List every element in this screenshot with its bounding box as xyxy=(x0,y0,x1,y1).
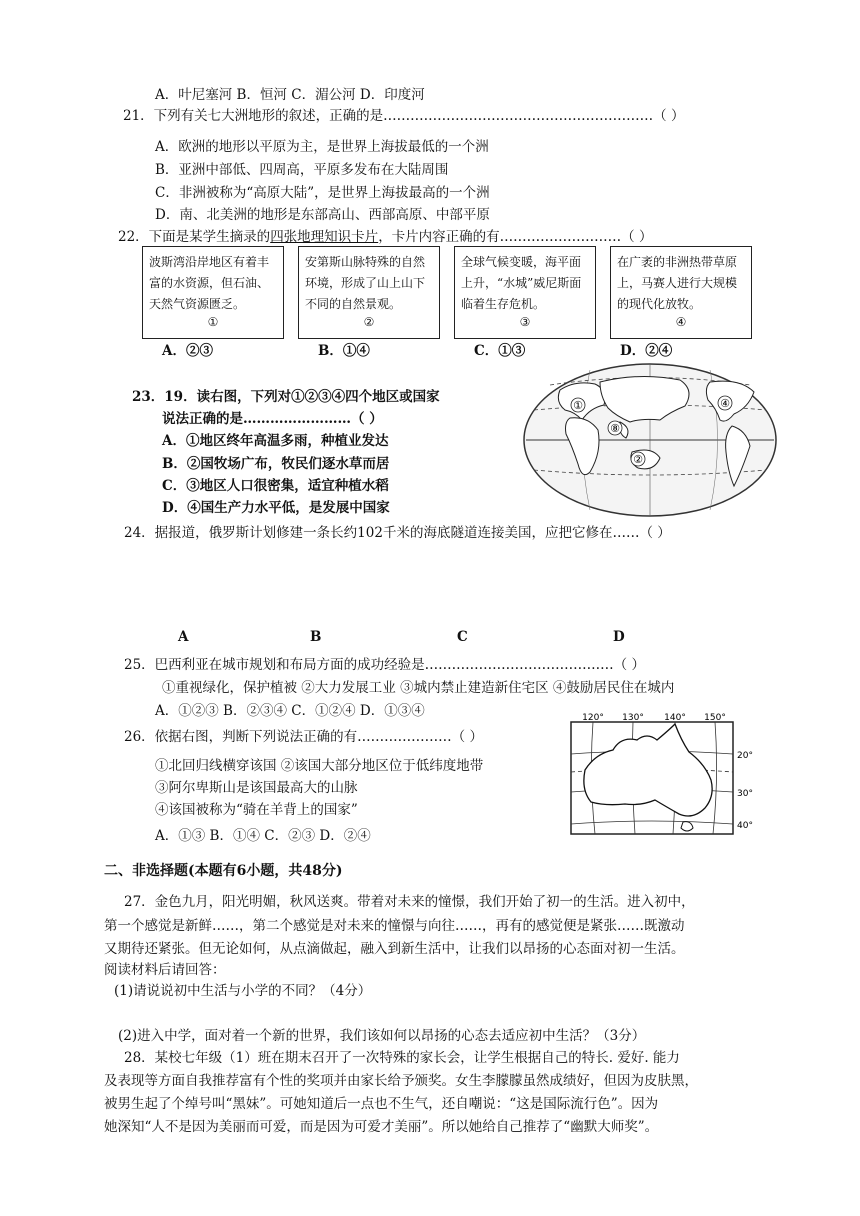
q27-line-1: 27．金色九月，阳光明媚，秋风送爽。带着对未来的憧憬，我们开始了初一的生活。进入初中， xyxy=(124,894,695,910)
q22-stem xyxy=(118,228,652,246)
knowledge-card-1 xyxy=(142,246,284,339)
card-2-text: 安第斯山脉特殊的自然环境，形成了山上山下不同的自然景观。 xyxy=(305,255,426,311)
map-label-4: ④ xyxy=(720,397,730,410)
q20-options: A．叶尼塞河 B．恒河 C．湄公河 D．印度河 xyxy=(155,87,425,103)
q27-line-3: 又期待还紧张。但无论如何，从点滴做起，融入到新生活中，让我们以昂扬的心态面对初一生活。 xyxy=(104,941,685,957)
q22-stem-suffix: ，卡片内容正确的有………………………（ ） xyxy=(378,229,653,245)
australia-map-lon-120: 120° xyxy=(582,713,604,723)
q23-stem-line1: 23．19．读右图，下列对①②③④四个地区或国家 xyxy=(132,389,440,405)
q27-line-2: 第一个感觉是新鲜……，第二个感觉是对未来的憧憬与向往……，再有的感觉便是紧张……既激动 xyxy=(104,918,685,934)
card-4-number: ④ xyxy=(675,315,687,329)
q23-option-b: B．②国牧场广布，牧民们逐水草而居 xyxy=(162,456,390,472)
q22-option-b: B．①④ xyxy=(318,343,370,359)
australia-map xyxy=(565,710,755,840)
q22-stem-prefix: 22．下面是某学生摘录的 xyxy=(118,229,271,245)
q26-item-3: ④该国被称为“骑在羊背上的国家” xyxy=(155,802,358,818)
australia-map-lat-40: 40° xyxy=(737,821,753,831)
australia-map-lat-30: 30° xyxy=(737,789,753,799)
q21-option-d: D．南、北美洲的地形是东部高山、西部高原、中部平原 xyxy=(155,207,490,223)
q24-option-b: B xyxy=(310,629,322,645)
q27-sub-question-1: (1)请说说初中生活与小学的不同？（4分） xyxy=(114,983,372,999)
world-map xyxy=(520,360,780,520)
australia-map-lat-20: 20° xyxy=(737,751,753,761)
q26-item-1: ①北回归线横穿该国 ②该国大部分地区位于低纬度地带 xyxy=(155,758,484,774)
card-4-text: 在广袤的非洲热带草原上，马赛人进行大规模的现代化放牧。 xyxy=(617,255,738,311)
q23-stem-line2: 说法正确的是……………………（ ） xyxy=(162,411,383,427)
card-1-number: ① xyxy=(207,315,219,329)
q25-options: A．①②③ B．②③④ C．①②④ D．①③④ xyxy=(155,703,425,719)
q28-line-1: 28．某校七年级（1）班在期末召开了一次特殊的家长会，让学生根据自己的特长. 爱好. 能力 xyxy=(124,1050,680,1066)
q24-stem: 24．据报道，俄罗斯计划修建一条长约102千米的海底隧道连接美国，应把它修在……（ ） xyxy=(124,525,671,541)
q23-option-a: A．①地区终年高温多雨，种植业发达 xyxy=(162,433,389,449)
map-label-3: ⑧ xyxy=(610,422,620,435)
q23-option-d: D．④国生产力水平低，是发展中国家 xyxy=(162,500,390,516)
q26-options: A．①③ B．①④ C．②③ D．②④ xyxy=(155,828,371,844)
q25-items: ①重视绿化，保护植被 ②大力发展工业 ③城内禁止建造新住宅区 ④鼓励居民住在城内 xyxy=(162,680,675,696)
card-2-number: ② xyxy=(363,315,375,329)
q22-option-c: C．①③ xyxy=(474,343,526,359)
card-3-number: ③ xyxy=(519,315,531,329)
q23-option-c: C．③地区人口很密集，适宜种植水稻 xyxy=(162,478,389,494)
q21-option-c: C．非洲被称为“高原大陆”，是世界上海拔最高的一个洲 xyxy=(155,185,490,201)
q21-option-b: B．亚洲中部低、四周高，平原多发布在大陆周围 xyxy=(155,162,449,178)
section-2-title: 二、非选择题(本题有6小题，共48分) xyxy=(104,863,343,879)
q21-option-a: A．欧洲的地形以平原为主，是世界上海拔最低的一个洲 xyxy=(155,139,489,155)
q27-line-4: 阅读材料后请回答： xyxy=(104,962,226,978)
australia-map-lon-140: 140° xyxy=(664,713,686,723)
knowledge-card-4 xyxy=(610,246,752,339)
map-label-2: ② xyxy=(633,453,643,466)
q26-stem: 26．依据右图，判断下列说法正确的有…………………（ ） xyxy=(124,729,483,745)
q22-option-d: D．②④ xyxy=(620,343,673,359)
knowledge-card-3 xyxy=(454,246,596,339)
q28-line-2: 及表现等方面自我推荐富有个性的奖项并由家长给予颁奖。女生李朦朦虽然成绩好，但因为皮肤黑， xyxy=(104,1073,698,1089)
q22-option-a: A．②③ xyxy=(162,343,213,359)
q26-item-2: ③阿尔卑斯山是该国最高大的山脉 xyxy=(155,780,358,796)
q28-line-3: 被男生起了个绰号叫“黑妹”。可她知道后一点也不生气，还自嘲说：“这是国际流行色”。因为 xyxy=(104,1096,659,1112)
q21-stem: 21．下列有关七大洲地形的叙述，正确的是……………………………………………………（ ） xyxy=(123,108,685,124)
australia-map-lon-130: 130° xyxy=(622,713,644,723)
map-label-1: ① xyxy=(573,399,583,412)
q24-option-d: D xyxy=(613,629,625,645)
q22-stem-underlined: 四张地理知识卡片 xyxy=(270,229,379,245)
australia-map-lon-150: 150° xyxy=(704,713,726,723)
q27-sub-question-2: (2)进入中学，面对着一个新的世界，我们该如何以昂扬的心态去适应初中生活？（3分） xyxy=(118,1028,646,1044)
card-1-text: 波斯湾沿岸地区有着丰富的水资源，但石油、天然气资源匮乏。 xyxy=(149,255,270,311)
knowledge-card-2 xyxy=(298,246,440,339)
q24-option-c: C xyxy=(457,629,468,645)
q24-option-a: A xyxy=(178,629,189,645)
q25-stem: 25．巴西利亚在城市规划和布局方面的成功经验是……………………………………（ ） xyxy=(124,657,645,673)
card-3-text: 全球气候变暖，海平面上升，“水城”威尼斯面临着生存危机。 xyxy=(461,255,582,311)
q28-line-4: 她深知“人不是因为美丽而可爱，而是因为可爱才美丽”。所以她给自己推荐了“幽默大师奖”。 xyxy=(104,1119,659,1135)
